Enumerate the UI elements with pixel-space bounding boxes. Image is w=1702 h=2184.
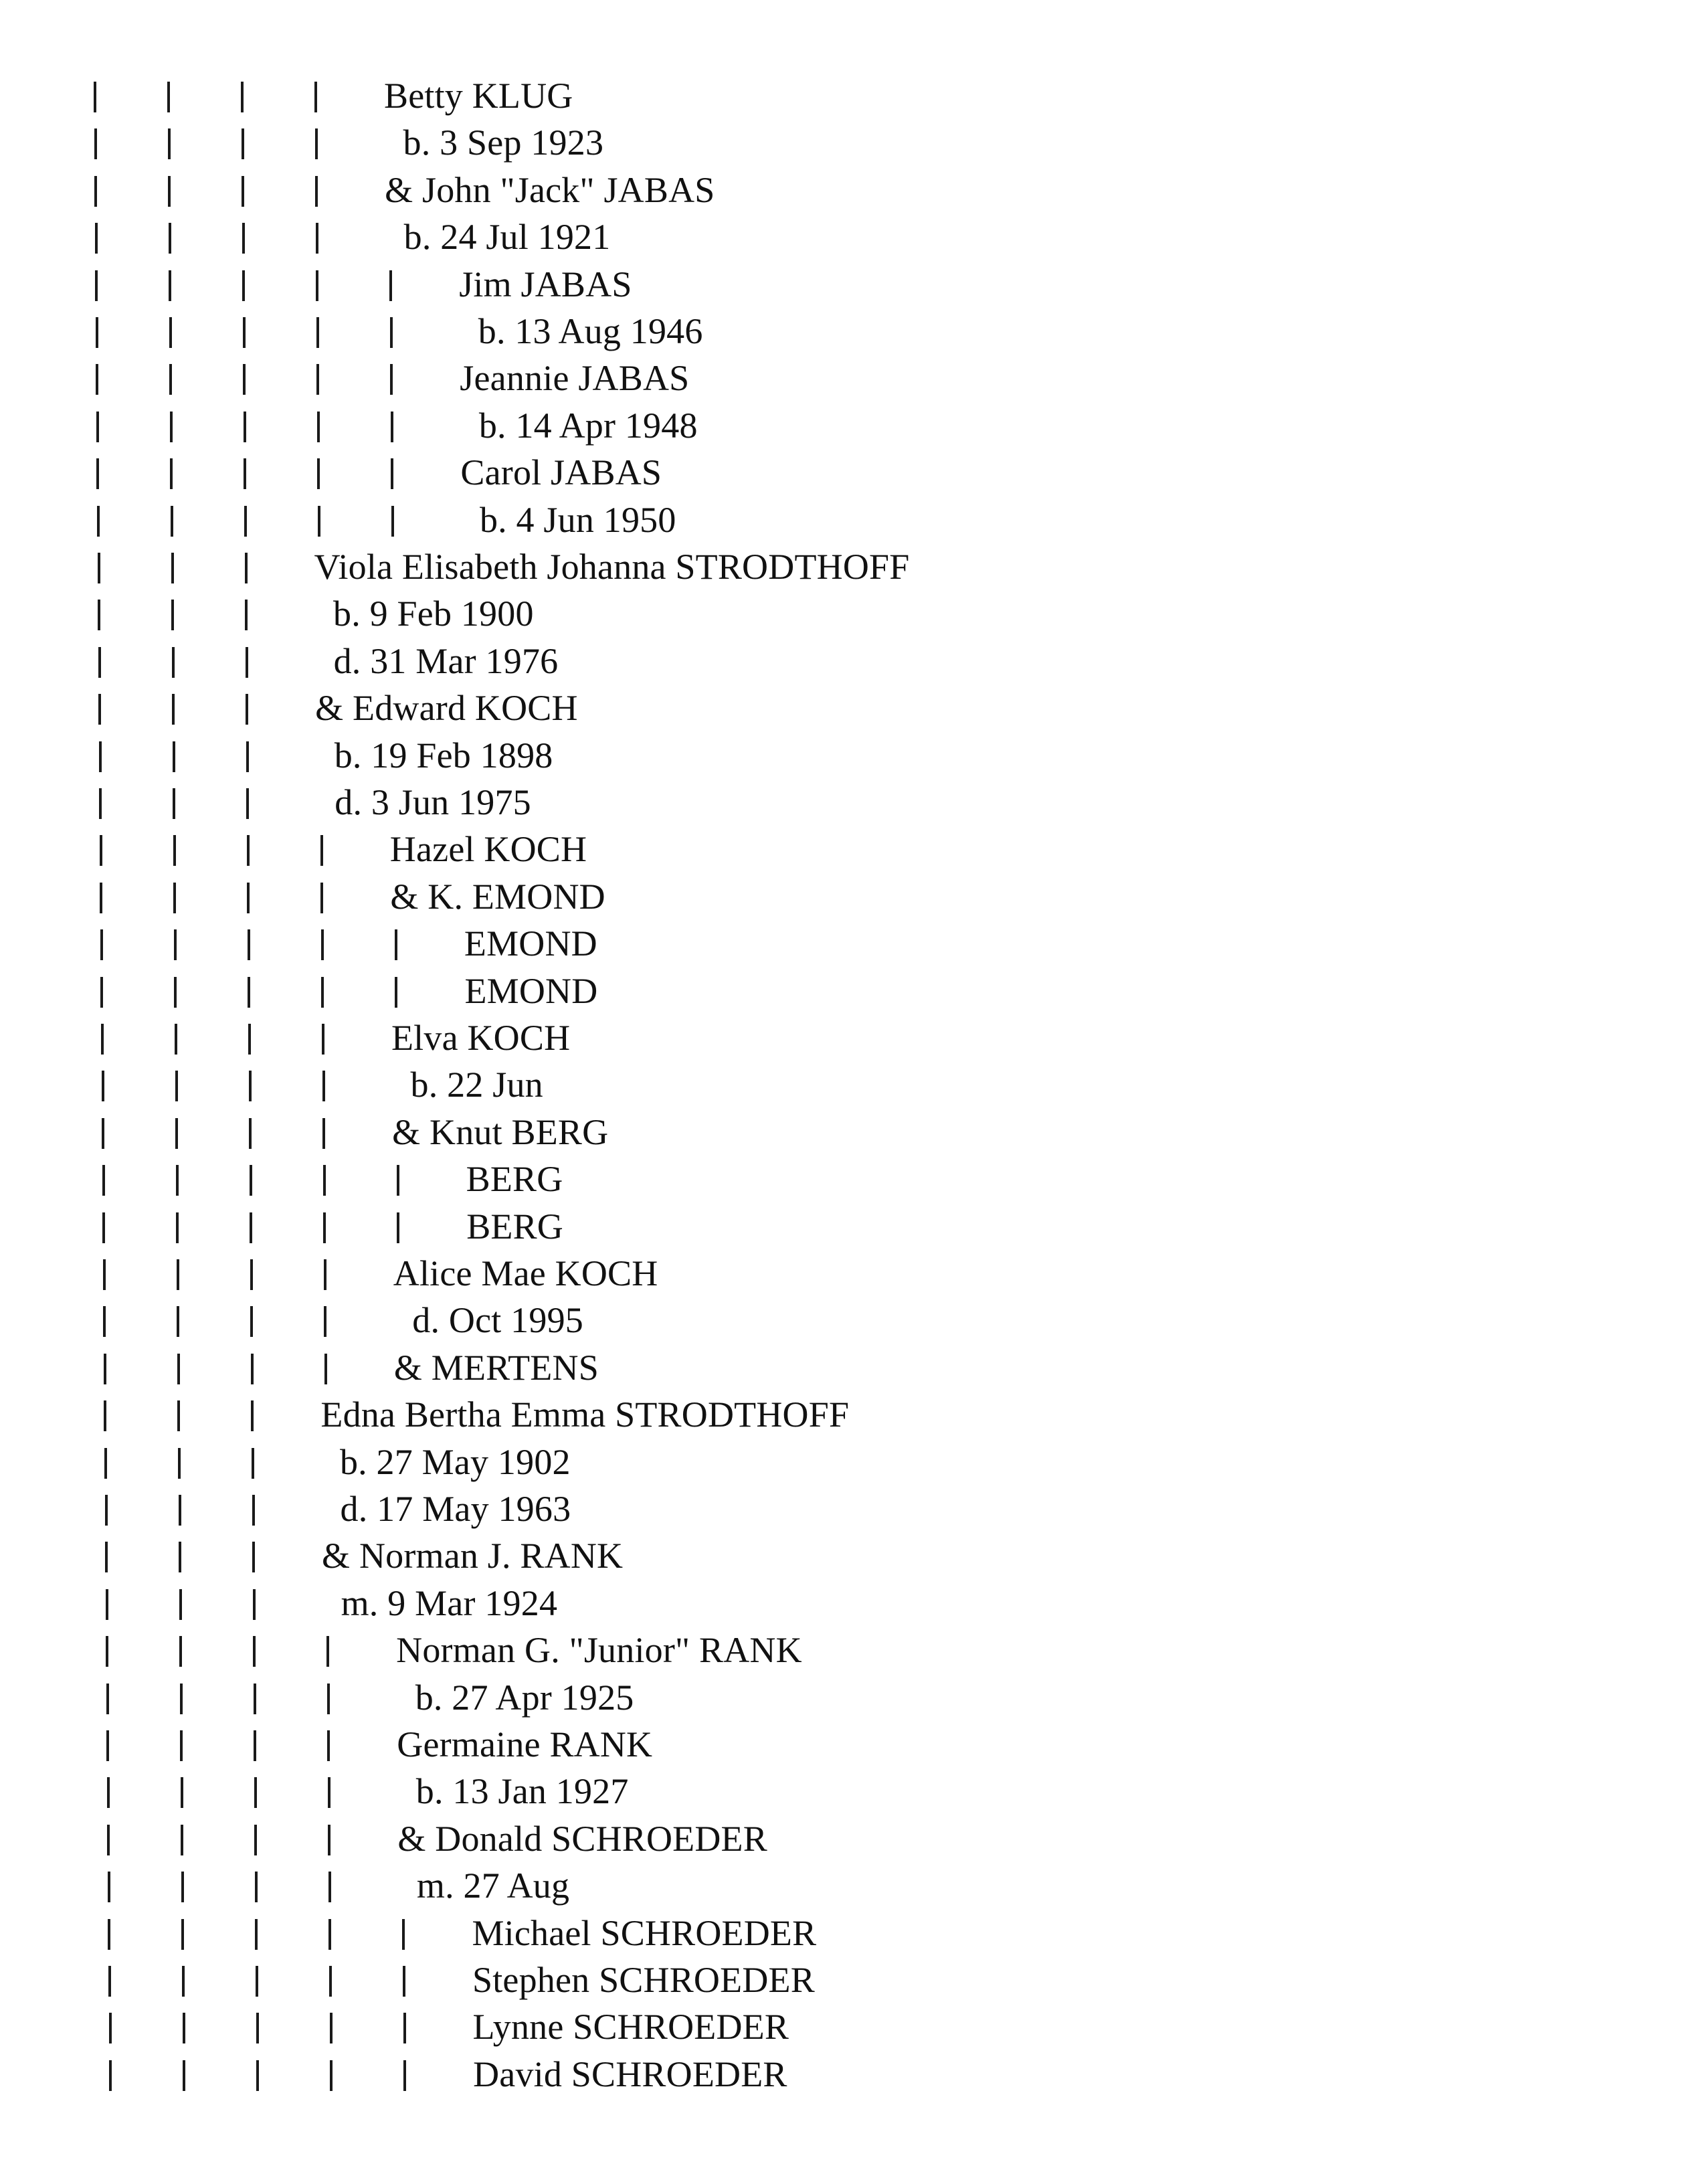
- person-name: & Knut BERG: [392, 1111, 609, 1152]
- tree-connector-bar: [245, 600, 248, 630]
- event-date: d. 17 May 1963: [340, 1489, 571, 1529]
- tree-connector-bar: [100, 929, 103, 960]
- tree-connector-bar: [169, 270, 171, 301]
- tree-connector-bar: [100, 835, 102, 866]
- tree-connector-bar: [323, 1165, 326, 1196]
- tree-connector-bar: [96, 317, 98, 348]
- tree-line: [0, 1014, 1702, 1062]
- tree-connector-bar: [105, 1495, 108, 1526]
- tree-connector-bar: [179, 1495, 181, 1526]
- tree-connector-bar: [248, 929, 250, 960]
- tree-connector-bar: [249, 1118, 252, 1149]
- tree-connector-bar: [389, 270, 392, 301]
- tree-connector-bar: [330, 2013, 333, 2043]
- tree-connector-bar: [403, 2060, 406, 2091]
- tree-connector-bar: [254, 1683, 256, 1714]
- tree-connector-bar: [242, 176, 244, 207]
- person-name: Lynne SCHROEDER: [472, 2007, 789, 2047]
- person-name: & K. EMOND: [390, 876, 605, 917]
- tree-connector-bar: [318, 506, 320, 537]
- tree-connector-bar: [173, 883, 176, 913]
- event-date: b. 27 Apr 1925: [415, 1677, 634, 1718]
- tree-connector-bar: [179, 1636, 182, 1667]
- tree-connector-bar: [255, 1872, 258, 1902]
- tree-line: [0, 261, 1702, 308]
- event-date: m. 9 Mar 1924: [341, 1582, 558, 1623]
- person-name: David SCHROEDER: [473, 2054, 787, 2094]
- tree-connector-bar: [106, 1730, 109, 1761]
- tree-connector-bar: [173, 835, 176, 866]
- tree-connector-bar: [175, 1118, 178, 1149]
- tree-connector-bar: [99, 788, 102, 819]
- tree-line: [0, 1439, 1702, 1486]
- tree-connector-bar: [169, 317, 172, 348]
- tree-line: [0, 1109, 1702, 1156]
- tree-connector-bar: [326, 1636, 329, 1667]
- tree-connector-bar: [323, 1212, 326, 1243]
- tree-connector-bar: [242, 128, 244, 159]
- tree-connector-bar: [246, 741, 249, 772]
- tree-line: [0, 496, 1702, 544]
- tree-line: [0, 1627, 1702, 1674]
- tree-connector-bar: [106, 1589, 108, 1620]
- tree-line: [0, 449, 1702, 496]
- tree-connector-bar: [108, 1872, 110, 1902]
- tree-connector-bar: [251, 1400, 254, 1431]
- person-name: EMOND: [464, 923, 597, 964]
- tree-connector-bar: [248, 1024, 251, 1055]
- tree-connector-bar: [253, 1589, 256, 1620]
- tree-connector-bar: [99, 741, 102, 772]
- tree-connector-bar: [328, 1919, 331, 1950]
- person-name: Hazel KOCH: [389, 829, 587, 870]
- tree-connector-bar: [177, 1306, 179, 1337]
- tree-connector-bar: [246, 694, 248, 725]
- tree-connector-bar: [179, 1542, 181, 1572]
- tree-connector-bar: [179, 1589, 182, 1620]
- tree-line: [0, 1391, 1702, 1439]
- event-date: b. 14 Apr 1948: [478, 405, 698, 446]
- tree-connector-bar: [328, 1872, 331, 1902]
- tree-connector-bar: [98, 600, 100, 630]
- event-date: b. 13 Aug 1946: [478, 311, 703, 351]
- person-name: Norman G. "Junior" RANK: [396, 1630, 802, 1671]
- tree-connector-bar: [175, 1071, 178, 1101]
- event-date: d. 31 Mar 1976: [333, 640, 559, 681]
- tree-connector-bar: [329, 1966, 332, 1997]
- tree-connector-bar: [176, 1212, 179, 1243]
- tree-connector-bar: [244, 458, 246, 489]
- tree-connector-bar: [316, 270, 318, 301]
- tree-connector-bar: [177, 1400, 180, 1431]
- tree-connector-bar: [103, 1259, 106, 1290]
- tree-connector-bar: [403, 2013, 406, 2043]
- tree-connector-bar: [106, 1636, 108, 1667]
- tree-connector-bar: [172, 694, 175, 725]
- event-date: b. 24 Jul 1921: [403, 217, 611, 258]
- tree-connector-bar: [100, 883, 102, 913]
- tree-connector-bar: [104, 1354, 106, 1384]
- tree-connector-bar: [391, 506, 394, 537]
- person-name: Jim JABAS: [459, 264, 632, 304]
- tree-connector-bar: [247, 835, 250, 866]
- tree-line: [0, 590, 1702, 638]
- tree-connector-bar: [322, 1024, 324, 1055]
- tree-connector-bar: [250, 1306, 253, 1337]
- tree-line: [0, 968, 1702, 1015]
- tree-connector-bar: [256, 2060, 259, 2091]
- tree-connector-bar: [321, 977, 324, 1008]
- tree-line: [0, 355, 1702, 402]
- tree-connector-bar: [324, 1306, 326, 1337]
- tree-connector-bar: [94, 82, 96, 112]
- tree-connector-bar: [109, 2013, 112, 2043]
- tree-connector-bar: [395, 977, 397, 1008]
- tree-connector-bar: [181, 1919, 184, 1950]
- tree-connector-bar: [183, 2060, 185, 2091]
- tree-connector-bar: [254, 1825, 257, 1855]
- tree-connector-bar: [171, 600, 174, 630]
- event-date: b. 22 Jun: [410, 1065, 543, 1105]
- tree-line: [0, 1532, 1702, 1580]
- tree-connector-bar: [252, 1542, 255, 1572]
- tree-connector-bar: [245, 553, 248, 583]
- tree-line: [0, 1203, 1702, 1251]
- tree-connector-bar: [390, 317, 393, 348]
- tree-line: [0, 873, 1702, 921]
- tree-connector-bar: [104, 1448, 107, 1479]
- tree-connector-bar: [171, 553, 174, 583]
- tree-connector-bar: [251, 1354, 254, 1384]
- person-name: Stephen SCHROEDER: [472, 1960, 815, 2000]
- tree-connector-bar: [244, 506, 247, 537]
- tree-connector-bar: [327, 1683, 330, 1714]
- tree-connector-bar: [169, 364, 172, 395]
- tree-connector-bar: [109, 2060, 112, 2091]
- person-name: Jeannie JABAS: [460, 358, 690, 399]
- tree-connector-bar: [247, 883, 250, 913]
- tree-connector-bar: [173, 741, 175, 772]
- tree-connector-bar: [177, 1354, 180, 1384]
- tree-connector-bar: [98, 647, 101, 678]
- tree-connector-bar: [180, 1683, 183, 1714]
- person-name: Elva KOCH: [391, 1018, 571, 1058]
- tree-connector-bar: [97, 506, 100, 537]
- tree-connector-bar: [169, 223, 171, 254]
- tree-connector-bar: [106, 1683, 109, 1714]
- tree-line: [0, 1061, 1702, 1109]
- tree-connector-bar: [391, 412, 393, 442]
- tree-connector-bar: [102, 1118, 104, 1149]
- tree-connector-bar: [397, 1212, 399, 1243]
- tree-connector-bar: [101, 1024, 104, 1055]
- tree-line: [0, 2051, 1702, 2098]
- tree-line: [0, 920, 1702, 968]
- person-name: & John "Jack" JABAS: [385, 169, 715, 210]
- tree-connector-bar: [173, 788, 175, 819]
- tree-connector-bar: [246, 788, 249, 819]
- event-date: b. 9 Feb 1900: [333, 594, 534, 634]
- tree-connector-bar: [254, 1730, 256, 1761]
- tree-line: [0, 1674, 1702, 1722]
- tree-connector-bar: [254, 1777, 257, 1808]
- tree-connector-bar: [94, 176, 97, 207]
- tree-connector-bar: [321, 929, 324, 960]
- event-date: b. 13 Jan 1927: [415, 1771, 629, 1812]
- person-name: Edna Bertha Emma STRODTHOFF: [320, 1394, 850, 1435]
- tree-connector-bar: [317, 458, 320, 489]
- tree-connector-bar: [316, 223, 318, 254]
- tree-connector-bar: [96, 412, 99, 442]
- tree-connector-bar: [256, 1966, 258, 1997]
- tree-connector-bar: [252, 1495, 255, 1526]
- tree-connector-bar: [104, 1400, 106, 1431]
- person-name: EMOND: [464, 970, 598, 1011]
- tree-connector-bar: [102, 1165, 105, 1196]
- event-date: m. 27 Aug: [416, 1865, 570, 1906]
- person-name: & Edward KOCH: [315, 688, 578, 729]
- tree-connector-bar: [395, 929, 397, 960]
- tree-connector-bar: [320, 835, 323, 866]
- tree-connector-bar: [181, 1777, 183, 1808]
- tree-connector-bar: [252, 1448, 254, 1479]
- tree-connector-bar: [249, 1071, 252, 1101]
- tree-connector-bar: [103, 1306, 106, 1337]
- tree-connector-bar: [320, 883, 323, 913]
- tree-connector-bar: [243, 317, 246, 348]
- tree-connector-bar: [403, 1966, 405, 1997]
- tree-connector-bar: [170, 412, 173, 442]
- tree-connector-bar: [168, 128, 171, 159]
- tree-line: [0, 732, 1702, 780]
- tree-connector-bar: [327, 1730, 330, 1761]
- tree-connector-bar: [98, 553, 100, 583]
- person-name: Carol JABAS: [460, 452, 662, 493]
- tree-connector-bar: [314, 82, 317, 112]
- tree-connector-bar: [248, 977, 250, 1008]
- tree-line: [0, 638, 1702, 685]
- person-name: Betty KLUG: [384, 76, 573, 116]
- tree-connector-bar: [317, 412, 320, 442]
- tree-connector-bar: [241, 82, 244, 112]
- tree-connector-bar: [107, 1777, 110, 1808]
- tree-connector-bar: [182, 1966, 185, 1997]
- tree-line: [0, 1297, 1702, 1344]
- tree-line: [0, 119, 1702, 167]
- tree-line: [0, 308, 1702, 355]
- tree-connector-bar: [242, 223, 245, 254]
- tree-connector-bar: [102, 1071, 104, 1101]
- tree-line: [0, 826, 1702, 873]
- tree-connector-bar: [256, 2013, 259, 2043]
- tree-connector-bar: [108, 1919, 110, 1950]
- tree-connector-bar: [95, 270, 98, 301]
- tree-connector-bar: [178, 1448, 181, 1479]
- event-date: b. 3 Sep 1923: [403, 122, 604, 163]
- tree-connector-bar: [96, 364, 98, 395]
- tree-connector-bar: [105, 1542, 108, 1572]
- tree-connector-bar: [253, 1636, 256, 1667]
- tree-connector-bar: [108, 1966, 111, 1997]
- tree-connector-bar: [322, 1071, 325, 1101]
- event-date: d. 3 Jun 1975: [335, 782, 531, 822]
- tree-line: [0, 72, 1702, 120]
- event-date: b. 4 Jun 1950: [479, 499, 676, 540]
- tree-line: [0, 1862, 1702, 1910]
- tree-connector-bar: [316, 364, 319, 395]
- tree-line: [0, 1344, 1702, 1392]
- tree-connector-bar: [250, 1212, 252, 1243]
- tree-connector-bar: [328, 1777, 330, 1808]
- tree-line: [0, 167, 1702, 214]
- person-name: BERG: [466, 1206, 564, 1247]
- tree-line: [0, 402, 1702, 450]
- tree-connector-bar: [174, 977, 177, 1008]
- tree-connector-bar: [98, 694, 101, 725]
- tree-connector-bar: [94, 128, 97, 159]
- tree-connector-bar: [168, 176, 171, 207]
- tree-connector-bar: [167, 82, 170, 112]
- tree-connector-bar: [181, 1825, 183, 1855]
- tree-connector-bar: [322, 1118, 325, 1149]
- event-date: b. 27 May 1902: [339, 1441, 571, 1482]
- tree-connector-bar: [244, 412, 246, 442]
- tree-connector-bar: [250, 1165, 252, 1196]
- tree-line: [0, 779, 1702, 826]
- tree-connector-bar: [100, 977, 103, 1008]
- tree-connector-bar: [243, 364, 246, 395]
- tree-connector-bar: [180, 1730, 183, 1761]
- tree-connector-bar: [96, 458, 99, 489]
- person-name: & Donald SCHROEDER: [397, 1818, 767, 1859]
- tree-connector-bar: [107, 1825, 110, 1855]
- tree-line: [0, 213, 1702, 261]
- tree-connector-bar: [390, 364, 393, 395]
- tree-connector-bar: [397, 1165, 399, 1196]
- tree-connector-bar: [316, 317, 319, 348]
- tree-connector-bar: [328, 1825, 330, 1855]
- tree-connector-bar: [177, 1259, 179, 1290]
- tree-connector-bar: [250, 1259, 253, 1290]
- tree-connector-bar: [102, 1212, 105, 1243]
- tree-line: [0, 543, 1702, 591]
- tree-connector-bar: [315, 128, 318, 159]
- person-name: BERG: [466, 1159, 563, 1200]
- tree-connector-bar: [171, 506, 173, 537]
- tree-connector-bar: [246, 647, 248, 678]
- tree-connector-bar: [324, 1354, 327, 1384]
- person-name: Alice Mae KOCH: [393, 1253, 658, 1293]
- person-name: Michael SCHROEDER: [472, 1912, 817, 1953]
- tree-connector-bar: [172, 647, 175, 678]
- tree-connector-bar: [315, 176, 318, 207]
- person-name: & Norman J. RANK: [322, 1536, 624, 1576]
- tree-connector-bar: [391, 458, 393, 489]
- tree-line: [0, 1485, 1702, 1533]
- tree-connector-bar: [175, 1024, 177, 1055]
- tree-line: [0, 685, 1702, 732]
- tree-line: [0, 1815, 1702, 1863]
- tree-line: [0, 1156, 1702, 1203]
- tree-connector-bar: [402, 1919, 405, 1950]
- tree-line: [0, 1910, 1702, 1957]
- person-name: Germaine RANK: [397, 1724, 653, 1764]
- tree-line: [0, 1956, 1702, 2004]
- tree-line: [0, 1250, 1702, 1297]
- tree-connector-bar: [324, 1259, 326, 1290]
- person-name: & MERTENS: [393, 1347, 599, 1388]
- tree-connector-bar: [242, 270, 245, 301]
- event-date: d. Oct 1995: [412, 1300, 583, 1341]
- tree-connector-bar: [174, 929, 177, 960]
- tree-line: [0, 1768, 1702, 1815]
- tree-connector-bar: [95, 223, 98, 254]
- person-name: Viola Elisabeth Johanna STRODTHOFF: [314, 547, 910, 587]
- tree-connector-bar: [255, 1919, 258, 1950]
- tree-connector-bar: [170, 458, 173, 489]
- tree-connector-bar: [330, 2060, 333, 2091]
- event-date: b. 19 Feb 1898: [334, 735, 553, 776]
- tree-connector-bar: [176, 1165, 179, 1196]
- tree-line: [0, 2003, 1702, 2051]
- tree-line: [0, 1721, 1702, 1768]
- tree-connector-bar: [183, 2013, 185, 2043]
- tree-connector-bar: [181, 1872, 184, 1902]
- tree-line: [0, 1580, 1702, 1627]
